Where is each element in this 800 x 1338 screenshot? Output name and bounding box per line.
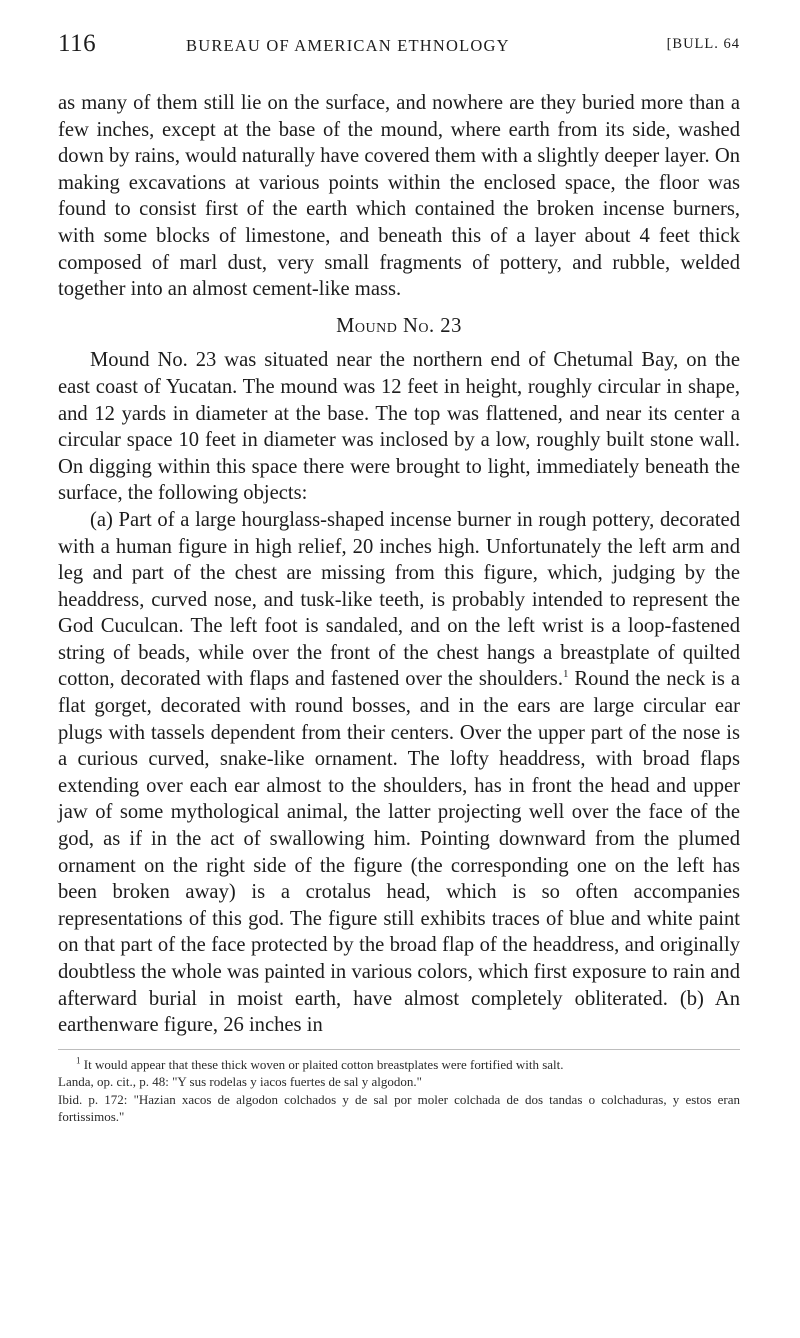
footnote-1-text: It would appear that these thick woven or plaited cotton breastplates were fortified with salt. [80,1056,564,1072]
footnotes [58,1056,740,1126]
footnote-1 [58,1056,740,1073]
paragraph-text-part-a: (a) Part of a large hourglass-shaped incense burner in rough pottery, decorated with a human figure in high relief, 20 inches high. Unfortunately the left arm and leg and part of the chest are missing from this figure, which, judging by the headdress, curved nose, and tusk-like teeth, is probably intended to represent the God Cuculcan. The left foot is sandaled, and on the left wrist is a loop-fastened string of beads, while over the front of the chest hangs a breastplate of quilted cotton, decorated with flaps and fastened over the shoulders. [58,508,740,691]
series-label: [BULL. 64 [666,36,740,52]
running-title: BUREAU OF AMERICAN ETHNOLOGY [186,36,510,55]
body-text [58,90,740,1039]
footnote-1-mark: 1 [76,1055,81,1066]
paragraph-mound-23-intro: Mound No. 23 was situated near the northern end of Chetumal Bay, on the east coast of Yucatan. The mound was 12 feet in height, roughly circular in shape, and 12 yards in diameter at the base. The top was flattened, and near its center a circular space 10 feet in diameter was inclosed by a low, roughly built stone wall. On digging within this space there were brought to light, immediately beneath the surface, the following objects: [58,349,740,505]
footnote-divider [58,1049,740,1050]
footnote-1-citation-ibid: Ibid. p. 172: "Hazian xacos de algodon colchados y de sal por moler colchada de dos tandas o colchaduras, y estos eran fortissimos." [58,1091,740,1124]
paragraph-continued: as many of them still lie on the surface, and nowhere are they buried more than a few inches, except at the base of the mound, where earth from its side, washed down by rains, would naturally have covered them with a slightly deeper layer. On making excavations at various points within the enclosed space, the floor was found to consist first of the earth which contained the broken incense burners, with some blocks of limestone, and beneath this of a layer about 4 feet thick composed of marl dust, very small fragments of pottery, and rubble, welded together into an almost cement-like mass. [58,92,740,301]
paragraph-text-part-b: Round the neck is a flat gorget, decorated with round bosses, and in the ears are large circular ear plugs with tassels dependent from their centers. Over the upper part of the nose is a curious curved, snake-like ornament. The lofty headdress, with broad flaps extending over each ear almost to the shoulders, has in front the head and upper jaw of some mythological animal, the latter projecting well over the face of the god, as if in the act of swallowing him. Pointing downward from the plumed ornament on the right side of the figure (the corresponding one on the left has been broken away) is a crotalus head, which is so often accompanies representations of this god. The figure still exhibits traces of blue and white paint on that part of the face protected by the broad flap of the headdress, and originally doubtless the whole was painted in various colors, which first exposure to rain and afterward burial in moist earth, have almost completely obliterated. (b) An earthenware figure, 26 inches in [58,668,741,1037]
running-head [58,30,740,70]
page [58,30,740,1125]
paragraph-mound-23-objects [58,507,740,1039]
footnote-reference[interactable]: 1 [562,668,569,681]
page-number: 116 [58,30,97,57]
section-heading: Mound No. 23 [336,314,462,337]
footnote-1-citation-landa: Landa, op. cit., p. 48: "Y sus rodelas y iacos fuertes de sal y algodon." [58,1074,422,1090]
